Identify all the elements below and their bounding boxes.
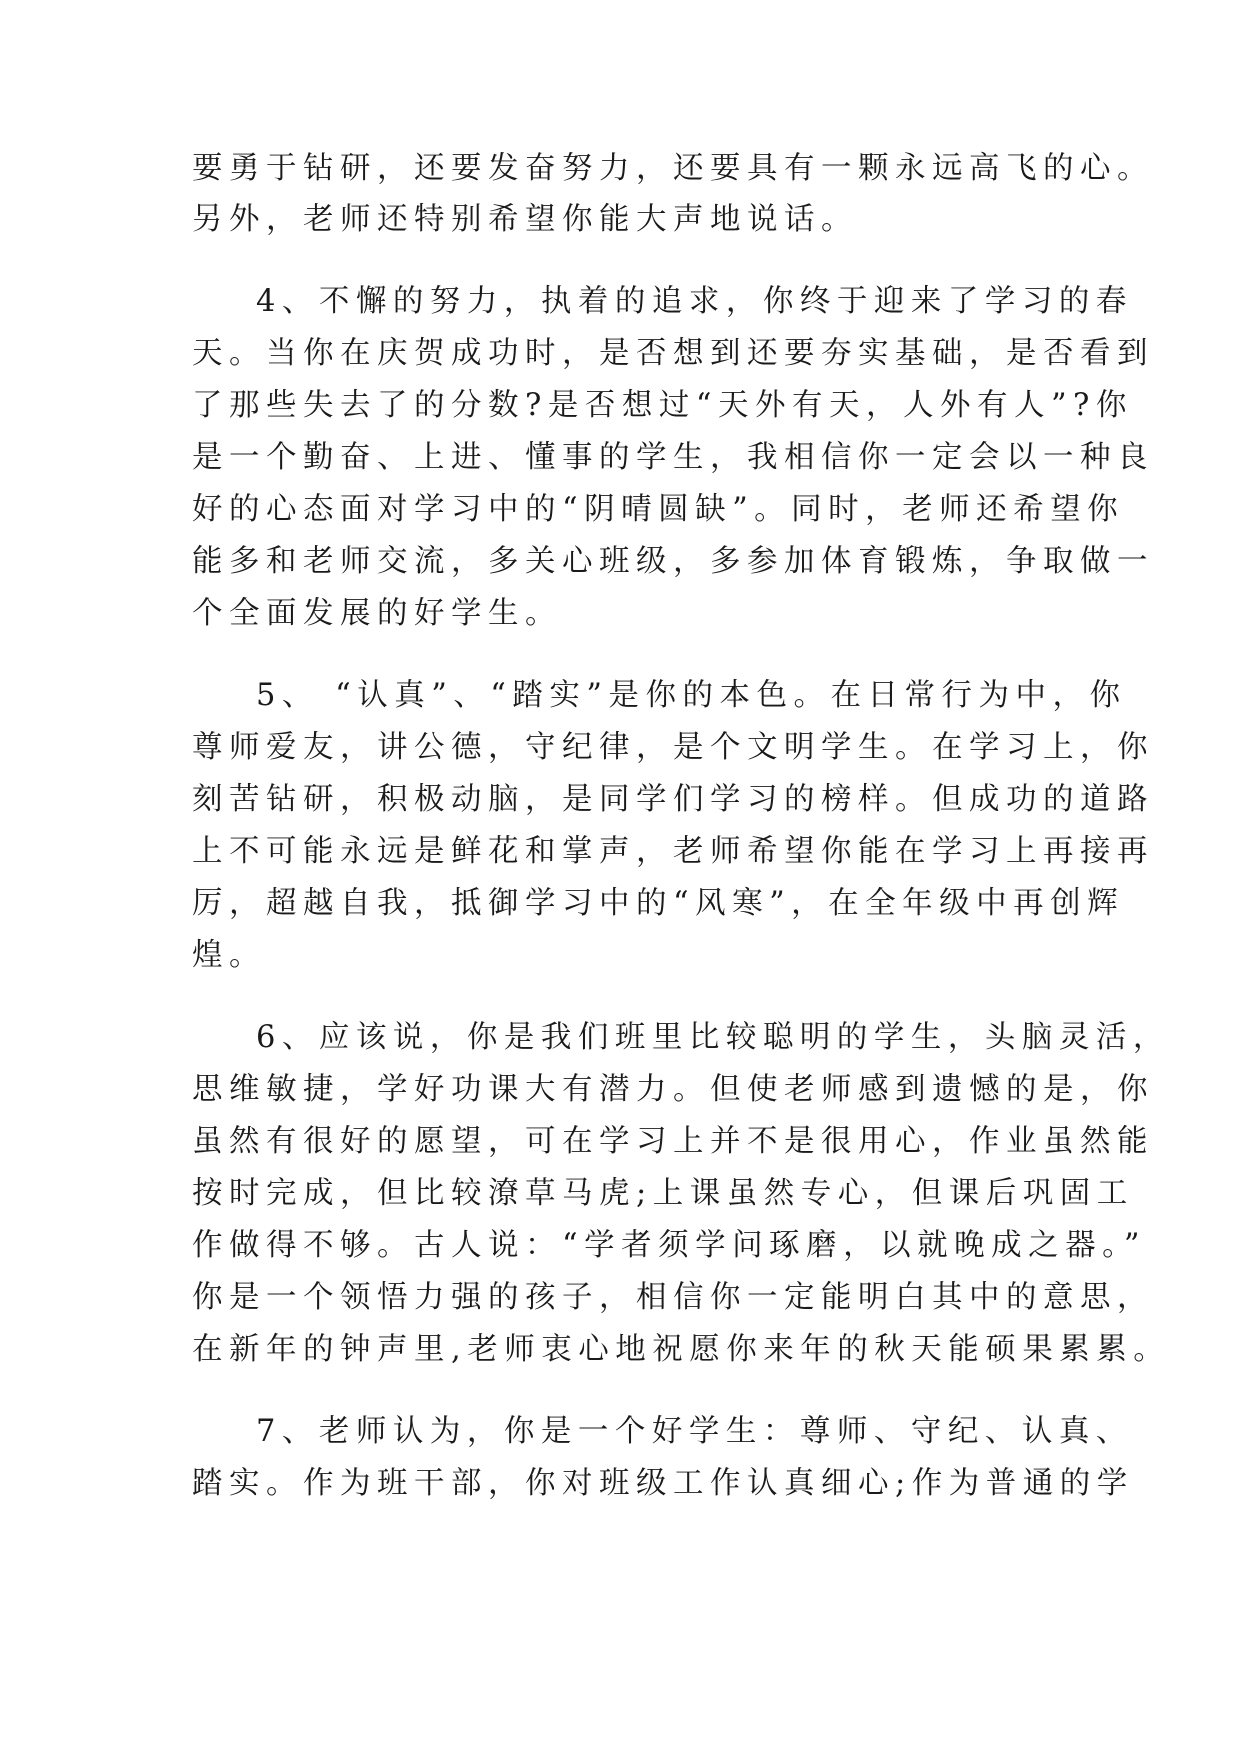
text-line: 个全面发展的好学生。: [192, 596, 562, 631]
text-line: 你是一个领悟力强的孩子，相信你一定能明白其中的意思，: [192, 1280, 1154, 1315]
text-line: 在新年的钟声里,老师衷心地祝愿你来年的秋天能硕果累累。: [192, 1332, 1171, 1367]
text-line: 能多和老师交流，多关心班级，多参加体育锻炼，争取做一: [192, 544, 1154, 579]
text-line: 尊师爱友，讲公德，守纪律，是个文明学生。在学习上，你: [192, 730, 1154, 765]
text-line: 天。当你在庆贺成功时，是否想到还要夯实基础，是否看到: [192, 336, 1154, 371]
text-line: 刻苦钻研，积极动脑，是同学们学习的榜样。但成功的道路: [192, 782, 1154, 817]
text-line: 4、不懈的努力，执着的追求，你终于迎来了学习的春: [256, 284, 1133, 319]
text-line: 5、 “认真”、“踏实”是你的本色。在日常行为中，你: [256, 678, 1127, 713]
text-line: 上不可能永远是鲜花和掌声，老师希望你能在学习上再接再: [192, 834, 1154, 869]
text-line: 是一个勤奋、上进、懂事的学生，我相信你一定会以一种良: [192, 440, 1154, 475]
text-line: 要勇于钻研，还要发奋努力，还要具有一颗永远高飞的心。: [192, 151, 1154, 186]
text-line: 另外，老师还特别希望你能大声地说话。: [192, 202, 858, 237]
text-line: 了那些失去了的分数?是否想过“天外有天，人外有人”?你: [192, 388, 1133, 423]
text-line: 好的心态面对学习中的“阴晴圆缺”。同时，老师还希望你: [192, 492, 1125, 527]
text-line: 煌。: [192, 938, 266, 973]
text-line: 厉，超越自我，抵御学习中的“风寒”，在全年级中再创辉: [192, 886, 1125, 921]
text-line: 按时完成，但比较潦草马虎;上课虽然专心，但课后巩固工: [192, 1176, 1134, 1211]
text-line: 思维敏捷，学好功课大有潜力。但使老师感到遗憾的是，你: [192, 1072, 1154, 1107]
text-line: 虽然有很好的愿望，可在学习上并不是很用心，作业虽然能: [192, 1124, 1154, 1159]
text-line: 踏实。作为班干部，你对班级工作认真细心;作为普通的学: [192, 1466, 1134, 1501]
text-line: 7、老师认为，你是一个好学生：尊师、守纪、认真、: [256, 1414, 1133, 1449]
text-line: 作做得不够。古人说：“学者须学问琢磨，以就晚成之器。”: [192, 1228, 1146, 1263]
text-line: 6、应该说，你是我们班里比较聪明的学生，头脑灵活，: [256, 1020, 1170, 1055]
